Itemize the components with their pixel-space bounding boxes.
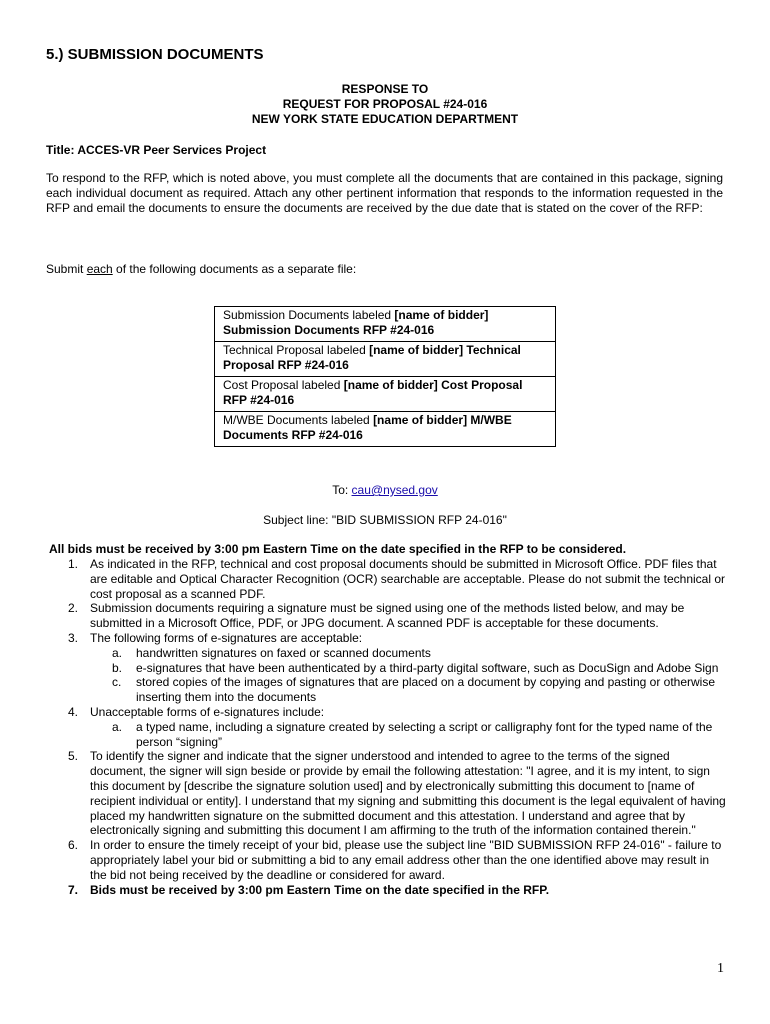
sub-list-text: a typed name, including a signature created by selecting a script or calligraphy font for the typed name of the person “signing” xyxy=(136,719,713,749)
header-line: NEW YORK STATE EDUCATION DEPARTMENT xyxy=(251,112,519,126)
submit-instruction xyxy=(46,262,356,276)
table-row xyxy=(215,412,556,447)
response-header xyxy=(0,82,770,127)
list-item-text: To identify the signer and indicate that the signer understood and intended to agree to the terms of the signed document, the signer will sign beside or provide by email the following attestation: "I agree, and it is my intent, to sign this document by [describe the signature solution used] and by electronically submitting this document to [name of recipient individual or entity]. I understand that my signing and submitting this document is the legal equivalent of having placed my handwritten signature on the submitted document and this attestation. I understand and agree that by electronically signing and submitting this document I am affirming to the truth of the information contained therein." xyxy=(90,749,726,838)
list-item xyxy=(46,601,726,631)
project-title: Title: ACCES-VR Peer Services Project xyxy=(46,143,267,157)
list-item-text: The following forms of e-signatures are acceptable: xyxy=(90,630,363,645)
sub-list-text: e-signatures that have been authenticated by a third-party digital software, such as DocuSign and Adobe Sign xyxy=(136,660,719,675)
sub-list-item xyxy=(46,661,726,676)
list-item-text: Bids must be received by 3:00 pm Eastern Time on the date specified in the RFP. xyxy=(90,882,550,897)
sub-list-item xyxy=(46,675,726,705)
intro-paragraph: To respond to the RFP, which is noted above, you must complete all the documents that are contained in this package, signing each individual document as required. Attach any other pertinent information that responds to the information requested in the RFP and email the documents to ensure the documents are received by the due date that is stated on the cover of the RFP: xyxy=(46,171,723,215)
sub-list-letter: a. xyxy=(112,645,123,660)
section-heading: 5.) SUBMISSION DOCUMENTS xyxy=(46,46,264,63)
list-item xyxy=(46,557,726,601)
to-line xyxy=(0,483,770,497)
table-row xyxy=(215,342,556,377)
header-line: RESPONSE TO xyxy=(341,82,429,96)
table-cell: M/WBE Documents labeled [name of bidder] M/WBE Documents RFP #24-016 xyxy=(215,412,556,447)
table-row xyxy=(215,377,556,412)
list-item-number: 2. xyxy=(68,601,79,616)
list-item-text: In order to ensure the timely receipt of your bid, please use the subject line "BID SUBMISSION RFP 24-016" - failure to appropriately label your bid or submitting a bid to any email address other than the one identified above may result in the bid not being received by the deadline or considered for award. xyxy=(90,838,722,882)
email-link[interactable]: cau@nysed.gov xyxy=(351,483,438,497)
list-item-number: 1. xyxy=(68,557,79,571)
list-item-text: Unacceptable forms of e-signatures include: xyxy=(90,704,325,719)
list-item-number: 6. xyxy=(68,838,79,853)
page-number: 1 xyxy=(717,961,724,976)
deadline-notice: All bids must be received by 3:00 pm Eastern Time on the date specified in the RFP to be considered. xyxy=(49,542,627,556)
submit-suffix: of the following documents as a separate file: xyxy=(112,262,357,276)
to-label: To: xyxy=(332,483,352,497)
submit-prefix: Submit xyxy=(46,262,87,276)
documents-table xyxy=(214,306,556,447)
submit-emphasis: each xyxy=(86,262,113,276)
list-item-text: As indicated in the RFP, technical and cost proposal documents should be submitted in Microsoft Office. PDF files that are editable and Optical Character Recognition (OCR) searchable are acceptable. Please do not submit the technical or cost proposal as a scanned PDF. xyxy=(90,557,726,601)
table-cell: Cost Proposal labeled [name of bidder] Cost Proposal RFP #24-016 xyxy=(215,377,556,412)
numbered-list xyxy=(46,557,726,897)
list-item xyxy=(46,705,726,720)
header-line: REQUEST FOR PROPOSAL #24-016 xyxy=(282,97,488,111)
sub-list-letter: b. xyxy=(112,660,123,675)
sub-list-text: stored copies of the images of signatures that are placed on a document by copying and pasting or otherwise inserting them into the documents xyxy=(136,675,716,705)
sub-list-letter: a. xyxy=(112,719,123,734)
table-cell: Submission Documents labeled [name of bidder] Submission Documents RFP #24-016 xyxy=(215,307,556,342)
list-item-number: 5. xyxy=(68,749,79,764)
list-item xyxy=(46,838,726,882)
sub-list-item xyxy=(46,720,726,750)
sub-list-item xyxy=(46,646,726,661)
table-row xyxy=(215,307,556,342)
sub-list-text: handwritten signatures on faxed or scanned documents xyxy=(136,645,431,660)
list-item-number: 7. xyxy=(68,882,79,897)
list-item-number: 3. xyxy=(68,630,79,645)
table-cell: Technical Proposal labeled [name of bidder] Technical Proposal RFP #24-016 xyxy=(215,342,556,377)
sub-list-letter: c. xyxy=(112,675,122,690)
subject-line: Subject line: "BID SUBMISSION RFP 24-016" xyxy=(263,513,507,527)
list-item-number: 4. xyxy=(68,704,79,719)
list-item xyxy=(46,749,726,838)
list-item xyxy=(46,631,726,646)
list-item-text: Submission documents requiring a signature must be signed using one of the methods listed below, and may be submitted in a Microsoft Office, PDF, or JPG document. A scanned PDF is acceptable for these documents. xyxy=(90,601,685,631)
list-item xyxy=(46,883,726,898)
